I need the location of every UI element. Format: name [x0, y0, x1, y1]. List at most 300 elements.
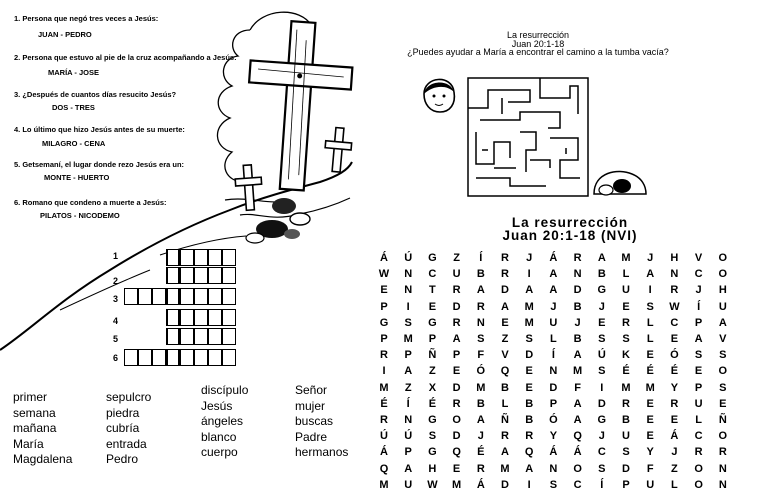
crossword-cell[interactable] — [180, 328, 194, 345]
wordsearch-letter[interactable]: G — [428, 252, 437, 264]
crossword-cell[interactable] — [208, 349, 222, 366]
wordsearch-letter[interactable]: D — [597, 397, 606, 410]
wordsearch-letter[interactable]: L — [550, 333, 557, 345]
word-bank-item: cuerpo — [201, 445, 238, 459]
wordsearch-letter[interactable]: W — [669, 300, 680, 313]
wordsearch-letter[interactable]: M — [573, 365, 583, 378]
wordsearch-letter[interactable]: B — [476, 397, 485, 410]
wordsearch-letter[interactable]: R — [694, 446, 703, 459]
wordsearch-letter[interactable]: R — [670, 284, 679, 297]
wordsearch-letter[interactable]: U — [718, 300, 727, 313]
wordsearch-letter[interactable]: S — [622, 333, 630, 345]
wordsearch-letter[interactable]: D — [549, 381, 558, 394]
wordsearch-letter[interactable]: D — [501, 478, 509, 491]
wordsearch-letter[interactable]: E — [646, 414, 654, 426]
wordsearch-letter[interactable]: P — [380, 300, 388, 313]
wordsearch-letter[interactable]: N — [404, 268, 413, 281]
wordsearch-letter[interactable]: D — [452, 430, 461, 443]
crossword-number-2: 2 — [113, 276, 119, 286]
wordsearch-letter[interactable]: O — [718, 268, 728, 281]
wordsearch-letter[interactable]: Á — [380, 446, 388, 459]
crossword-cell[interactable] — [180, 288, 194, 305]
wordsearch-letter[interactable]: A — [573, 397, 582, 410]
wordsearch-letter[interactable]: É — [477, 446, 485, 459]
wordsearch-letter[interactable]: E — [646, 349, 654, 362]
wordsearch-letter[interactable]: Q — [452, 446, 461, 459]
wordsearch-letter[interactable]: R — [622, 316, 630, 329]
wordsearch-letter[interactable]: A — [646, 268, 655, 281]
wordsearch-letter[interactable]: Ó — [476, 365, 486, 378]
crossword-cell[interactable] — [180, 349, 194, 366]
wordsearch-letter[interactable]: A — [573, 414, 582, 426]
wordsearch-letter[interactable]: S — [525, 333, 533, 345]
wordsearch-letter[interactable]: E — [428, 300, 437, 313]
wordsearch-letter[interactable]: R — [573, 252, 582, 264]
wordsearch-letter[interactable]: I — [648, 284, 652, 297]
wordsearch-letter[interactable]: A — [404, 462, 413, 475]
wordsearch-letter[interactable]: R — [718, 446, 727, 459]
wordsearch-letter[interactable]: J — [574, 316, 581, 329]
wordsearch-letter[interactable]: E — [719, 397, 727, 410]
wordsearch-letter[interactable]: G — [428, 414, 437, 426]
word-bank-item: blanco — [201, 429, 237, 444]
word-bank-column-2 — [106, 390, 151, 468]
wordsearch-letter[interactable]: G — [597, 284, 607, 297]
wordsearch-letter[interactable]: W — [427, 478, 438, 491]
wordsearch-letter[interactable]: Ú — [404, 430, 413, 443]
wordsearch-letter[interactable]: Í — [697, 300, 701, 313]
wordsearch-letter[interactable]: S — [549, 478, 558, 491]
wordsearch-letter[interactable]: R — [501, 252, 509, 264]
wordsearch-letter[interactable]: Ñ — [501, 414, 509, 426]
wordsearch-letter[interactable]: V — [501, 349, 509, 362]
wordsearch-letter[interactable]: Ú — [597, 349, 606, 362]
wordsearch-subtitle: Juan 20:1-18 (NVI) — [502, 228, 638, 243]
wordsearch-letter[interactable]: B — [573, 300, 582, 313]
wordsearch-letter[interactable]: I — [406, 300, 410, 313]
wordsearch-letter[interactable]: Z — [671, 462, 678, 475]
wordsearch-letter[interactable]: E — [646, 397, 654, 410]
crossword-cell[interactable] — [222, 267, 236, 284]
wordsearch-letter[interactable]: M — [645, 381, 655, 394]
word-bank-item: mujer — [295, 398, 326, 413]
wordsearch-letter[interactable]: U — [452, 268, 461, 281]
wordsearch-letter[interactable]: N — [404, 414, 413, 426]
wordsearch-letter[interactable]: R — [476, 300, 485, 313]
wordsearch-letter[interactable]: D — [501, 284, 509, 297]
wordsearch-letter[interactable]: M — [500, 462, 510, 475]
maze-illustration[interactable] — [410, 68, 650, 208]
wordsearch-letter[interactable]: R — [476, 462, 485, 475]
wordsearch-letter[interactable]: V — [719, 333, 727, 345]
wordsearch-letter[interactable]: D — [452, 300, 461, 313]
wordsearch-letter[interactable]: L — [646, 333, 654, 345]
word-bank-column-1 — [13, 390, 72, 468]
crossword-cell[interactable] — [180, 309, 194, 326]
wordsearch-letter[interactable]: S — [598, 333, 606, 345]
crossword-cell[interactable] — [222, 349, 236, 366]
crossword-cell[interactable] — [208, 328, 222, 345]
wordsearch-letter[interactable]: E — [694, 365, 703, 378]
crossword-cell[interactable] — [194, 328, 208, 345]
crossword-cell[interactable] — [166, 349, 180, 366]
wordsearch-letter[interactable]: R — [670, 397, 679, 410]
wordsearch-letter[interactable]: Z — [453, 252, 460, 264]
wordsearch-letter[interactable]: J — [671, 446, 678, 459]
wordsearch-letter[interactable]: M — [524, 300, 534, 313]
wordsearch-letter[interactable]: M — [621, 381, 631, 394]
question-2: 2. Persona que estuvo al pie de la cruz acompañando a Jesús: — [14, 53, 237, 62]
wordsearch-letter[interactable]: P — [694, 316, 703, 329]
wordsearch-letter[interactable]: Q — [573, 430, 582, 443]
crossword-cell[interactable] — [180, 249, 194, 266]
wordsearch-letter[interactable]: Q — [500, 365, 510, 378]
wordsearch-letter[interactable]: É — [428, 397, 437, 410]
wordsearch-letter[interactable]: Í — [479, 252, 483, 264]
wordsearch-letter[interactable]: N — [404, 284, 413, 297]
wordsearch-letter[interactable]: U — [646, 478, 655, 491]
wordsearch-letter[interactable]: A — [694, 333, 703, 345]
word-bank-item: Magdalena — [13, 452, 73, 466]
wordsearch-letter[interactable]: S — [622, 446, 630, 459]
wordsearch-letter[interactable]: P — [452, 349, 461, 362]
wordsearch-letter[interactable]: B — [525, 397, 534, 410]
wordsearch-letter[interactable]: H — [428, 462, 437, 475]
crossword-cell[interactable] — [180, 267, 194, 284]
wordsearch-letter[interactable]: A — [501, 446, 509, 459]
question-4: 4. Lo último que hizo Jesús antes de su muerte: — [14, 125, 185, 134]
crossword-cell[interactable] — [124, 288, 138, 305]
answer-3: DOS - TRES — [52, 103, 95, 112]
wordsearch-letter[interactable]: E — [622, 300, 630, 313]
wordsearch-letter[interactable]: T — [429, 284, 436, 297]
word-bank-item: piedra — [106, 405, 140, 420]
crossword-number-1: 1 — [113, 251, 119, 261]
wordsearch-letter[interactable]: B — [622, 414, 630, 426]
crossword-cell[interactable] — [222, 288, 236, 305]
wordsearch-letter[interactable]: B — [573, 333, 582, 345]
wordsearch-letter[interactable]: A — [549, 268, 558, 281]
wordsearch-letter[interactable]: I — [600, 381, 604, 394]
wordsearch-letter[interactable]: E — [501, 316, 509, 329]
wordsearch-letter[interactable]: É — [670, 365, 679, 378]
crossword-cell[interactable] — [166, 249, 180, 266]
wordsearch-letter[interactable]: Á — [380, 252, 388, 264]
wordsearch-letter[interactable]: Á — [549, 252, 558, 264]
word-bank-item: mañana — [13, 421, 57, 435]
wordsearch-letter[interactable]: É — [380, 397, 388, 410]
wordsearch-letter[interactable]: Y — [670, 381, 679, 394]
wordsearch-letter[interactable]: S — [598, 462, 606, 475]
crossword-number-3: 3 — [113, 294, 119, 304]
crossword-cell[interactable] — [222, 249, 236, 266]
wordsearch-letter[interactable]: E — [525, 365, 533, 378]
answer-2: MARÍA - JOSE — [48, 68, 99, 77]
wordsearch-letter[interactable]: G — [379, 316, 389, 329]
wordsearch-letter[interactable]: C — [694, 430, 703, 443]
crossword-cell[interactable] — [194, 288, 208, 305]
wordsearch-letter[interactable]: R — [501, 430, 509, 443]
wordsearch-letter[interactable]: A — [525, 462, 534, 475]
wordsearch-letter[interactable]: P — [622, 478, 630, 491]
wordsearch-letter[interactable]: N — [718, 478, 727, 491]
wordsearch-letter[interactable]: D — [525, 349, 534, 362]
question-6: 6. Romano que condeno a muerte a Jesús: — [14, 198, 167, 207]
crossword-cell[interactable] — [208, 288, 222, 305]
wordsearch-letter[interactable]: S — [646, 300, 654, 313]
crossword-cell[interactable] — [166, 328, 180, 345]
empty-tomb-icon — [594, 171, 646, 195]
wordsearch-letter[interactable]: H — [670, 252, 679, 264]
wordsearch-letter[interactable]: C — [573, 478, 582, 491]
wordsearch-letter[interactable]: P — [404, 446, 412, 459]
wordsearch-letter[interactable]: R — [452, 397, 461, 410]
wordsearch-letter[interactable]: S — [477, 333, 485, 345]
wordsearch-letter[interactable]: Ó — [549, 414, 558, 426]
wordsearch-letter[interactable]: S — [719, 381, 727, 394]
wordsearch-letter[interactable]: Z — [501, 333, 509, 345]
wordsearch-letter[interactable]: V — [694, 252, 703, 264]
crossword-cell[interactable] — [194, 249, 208, 266]
wordsearch-letter[interactable]: Z — [404, 381, 412, 394]
wordsearch-letter[interactable]: C — [670, 316, 679, 329]
crossword-cell[interactable] — [124, 349, 138, 366]
wordsearch-letter[interactable]: M — [476, 381, 486, 394]
wordsearch-letter[interactable]: N — [549, 365, 558, 378]
wordsearch-letter[interactable]: S — [598, 365, 606, 378]
wordsearch-letter[interactable]: P — [380, 333, 388, 345]
wordsearch-letter[interactable]: Q — [379, 462, 389, 475]
crossword-number-6: 6 — [113, 353, 119, 363]
wordsearch-letter[interactable]: B — [597, 268, 606, 281]
wordsearch-letter[interactable]: S — [404, 316, 412, 329]
wordsearch-letter[interactable]: E — [380, 284, 388, 297]
wordsearch-letter[interactable]: K — [622, 349, 630, 362]
wordsearch-letter[interactable]: N — [670, 268, 679, 281]
word-bank-item: cubría — [106, 421, 140, 435]
answer-5: MONTE - HUERTO — [44, 173, 110, 182]
wordsearch-letter[interactable]: É — [622, 365, 630, 378]
wordsearch-letter[interactable]: G — [428, 446, 437, 459]
wordsearch-letter[interactable]: Í — [600, 478, 604, 491]
wordsearch-letter[interactable]: A — [597, 252, 606, 264]
wordsearch-letter[interactable]: C — [597, 446, 606, 459]
question-3: 3. ¿Después de cuantos días resucito Jesús? — [14, 90, 177, 99]
crossword-cell[interactable] — [208, 267, 222, 284]
wordsearch-letter[interactable]: L — [622, 268, 630, 281]
wordsearch-letter[interactable]: Ñ — [718, 414, 727, 426]
wordsearch-letter[interactable]: Y — [549, 430, 558, 443]
wordsearch-letter[interactable]: S — [694, 349, 703, 362]
crossword-cell[interactable] — [138, 288, 152, 305]
wordsearch-letter[interactable]: F — [646, 462, 654, 475]
wordsearch-letter[interactable]: A — [476, 284, 485, 297]
wordsearch-letter[interactable]: R — [501, 268, 509, 281]
crossword-cell[interactable] — [194, 267, 208, 284]
word-bank-item: entrada — [106, 436, 147, 451]
wordsearch-letter[interactable]: E — [452, 462, 461, 475]
wordsearch-letter[interactable]: R — [380, 414, 388, 426]
word-bank-item: María — [13, 436, 44, 451]
wordsearch-letter[interactable]: M — [403, 333, 413, 345]
crossword-cell[interactable] — [222, 328, 236, 345]
wordsearch-letter[interactable]: R — [380, 349, 388, 362]
wordsearch-letter[interactable]: P — [428, 333, 437, 345]
wordsearch-letter[interactable]: F — [477, 349, 485, 362]
wordsearch-letter[interactable]: Ú — [380, 430, 388, 443]
wordsearch-letter[interactable]: J — [526, 252, 533, 264]
wordsearch-letter[interactable]: B — [501, 381, 509, 394]
wordsearch-letter[interactable]: L — [695, 414, 702, 426]
wordsearch-letter[interactable]: O — [573, 462, 582, 475]
wordsearch-letter[interactable]: D — [622, 462, 630, 475]
crossword-cell[interactable] — [138, 349, 152, 366]
wordsearch-letter[interactable]: J — [695, 284, 702, 297]
wordsearch-letter[interactable]: A — [501, 300, 509, 313]
word-bank-item: ángeles — [201, 414, 244, 428]
word-bank-item: Padre — [295, 429, 328, 444]
wordsearch-letter[interactable]: L — [671, 478, 678, 491]
crossword-cell[interactable] — [166, 309, 180, 326]
wordsearch-letter[interactable]: A — [718, 316, 727, 329]
wordsearch-letter[interactable]: O — [694, 478, 703, 491]
wordsearch-letter[interactable]: C — [694, 268, 703, 281]
wordsearch-letter[interactable]: J — [550, 300, 557, 313]
wordsearch-letter[interactable]: P — [694, 381, 703, 394]
wordsearch-letter[interactable]: U — [549, 316, 558, 329]
crossword-cell[interactable] — [194, 349, 208, 366]
wordsearch-letter[interactable]: Á — [670, 430, 679, 443]
wordsearch-letter[interactable]: X — [428, 381, 437, 394]
wordsearch-letter[interactable]: E — [646, 430, 654, 443]
wordsearch-letter[interactable]: O — [452, 414, 461, 426]
wordsearch-letter[interactable]: R — [525, 430, 534, 443]
wordsearch-letter[interactable]: L — [646, 316, 654, 329]
wordsearch-letter[interactable]: Á — [476, 478, 485, 491]
wordsearch-letter[interactable]: O — [718, 430, 728, 443]
wordsearch-letter[interactable]: U — [404, 478, 413, 491]
wordsearch-letter[interactable]: O — [694, 462, 703, 475]
wordsearch-letter[interactable]: C — [428, 268, 437, 281]
wordsearch-letter[interactable]: E — [670, 414, 679, 426]
crossword-cell[interactable] — [222, 309, 236, 326]
wordsearch-letter[interactable]: P — [549, 397, 558, 410]
wordsearch-letter[interactable]: G — [597, 414, 607, 426]
wordsearch-letter[interactable]: Ñ — [428, 349, 437, 362]
word-bank-item: Pedro — [106, 452, 139, 466]
wordsearch-letter[interactable]: O — [718, 365, 728, 378]
wordsearch-letter[interactable]: A — [573, 349, 582, 362]
wordsearch-letter[interactable]: Á — [573, 446, 582, 459]
wordsearch-letter[interactable]: R — [622, 397, 630, 410]
wordsearch-letter[interactable]: E — [525, 381, 533, 394]
wordsearch-letter[interactable]: D — [573, 284, 582, 297]
wordsearch-letter[interactable]: J — [598, 430, 605, 443]
crossword-cell[interactable] — [166, 288, 180, 305]
wordsearch-letter[interactable]: E — [452, 365, 461, 378]
wordsearch-letter[interactable]: Ú — [404, 252, 413, 264]
wordsearch-letter[interactable]: U — [622, 284, 630, 297]
answer-1: JUAN - PEDRO — [38, 30, 92, 39]
wordsearch-letter[interactable]: M — [524, 316, 534, 329]
wordsearch-letter[interactable]: U — [622, 430, 630, 443]
wordsearch-letter[interactable]: M — [379, 381, 389, 394]
word-bank-item: sepulcro — [106, 390, 152, 404]
wordsearch-letter[interactable]: A — [452, 333, 461, 345]
wordsearch-letter[interactable]: U — [694, 397, 703, 410]
wordsearch-letter[interactable]: B — [525, 414, 534, 426]
wordsearch-title: La resurrección — [511, 215, 629, 230]
wordsearch-letter[interactable]: N — [549, 462, 558, 475]
wordsearch-letter[interactable]: R — [452, 284, 461, 297]
wordsearch-letter[interactable]: N — [476, 316, 485, 329]
crossword-cell[interactable] — [208, 309, 222, 326]
crossword-cell[interactable] — [166, 267, 180, 284]
wordsearch-letter[interactable]: Á — [549, 446, 558, 459]
wordsearch-letter[interactable]: A — [549, 284, 558, 297]
word-bank-column-3 — [201, 383, 248, 461]
wordsearch-letter[interactable]: I — [527, 268, 531, 281]
word-bank-item: buscas — [295, 414, 334, 428]
wordsearch-letter[interactable]: M — [452, 478, 462, 491]
wordsearch-letter[interactable]: N — [573, 268, 582, 281]
wordsearch-letter[interactable]: Í — [551, 349, 555, 362]
wordsearch-letter[interactable]: J — [477, 430, 484, 443]
wordsearch-letter[interactable]: E — [598, 316, 606, 329]
wordsearch-letter[interactable]: M — [379, 478, 389, 491]
wordsearch-letter[interactable]: Ó — [670, 349, 679, 362]
wordsearch-letter[interactable]: J — [647, 252, 654, 264]
wordsearch-letter[interactable]: J — [598, 300, 605, 313]
wordsearch-letter[interactable]: M — [621, 252, 631, 264]
maria-face-icon — [424, 79, 454, 112]
crossword-cell[interactable] — [208, 249, 222, 266]
wordsearch-letter[interactable]: W — [378, 268, 390, 281]
wordsearch-letter[interactable]: Y — [646, 446, 654, 459]
crossword-cell[interactable] — [152, 349, 166, 366]
wordsearch-letter[interactable]: A — [525, 284, 534, 297]
wordsearch-letter[interactable]: I — [527, 478, 531, 491]
question-1: 1. Persona que negó tres veces a Jesús: — [14, 14, 159, 23]
word-bank-item: Jesús — [201, 398, 233, 413]
crossword-number-5: 5 — [113, 334, 119, 344]
wordsearch-letter[interactable]: A — [476, 414, 485, 426]
wordsearch-letter[interactable]: D — [452, 381, 461, 394]
crossword-cell[interactable] — [152, 288, 166, 305]
wordsearch-letter[interactable]: A — [404, 365, 413, 378]
crossword-number-4: 4 — [113, 316, 119, 326]
wordsearch-letter[interactable]: S — [719, 349, 727, 362]
wordsearch-letter[interactable]: N — [718, 462, 727, 475]
wordsearch-letter[interactable]: I — [382, 365, 386, 378]
wordsearch-letter[interactable]: R — [452, 316, 461, 329]
crossword-cell[interactable] — [194, 309, 208, 326]
wordsearch-letter[interactable]: F — [574, 381, 581, 394]
maze-reference: Juan 20:1-18 — [511, 39, 565, 49]
wordsearch-letter[interactable]: É — [646, 365, 654, 378]
wordsearch-letter[interactable]: H — [718, 284, 727, 297]
wordsearch-letter[interactable]: G — [428, 316, 437, 329]
wordsearch-letter[interactable]: B — [476, 268, 485, 281]
wordsearch-letter[interactable]: Í — [406, 397, 410, 410]
wordsearch-letter[interactable]: Z — [429, 365, 436, 378]
wordsearch-letter[interactable]: P — [404, 349, 412, 362]
wordsearch-letter[interactable]: E — [670, 333, 679, 345]
wordsearch-letter[interactable]: Q — [524, 446, 534, 459]
wordsearch-letter[interactable]: O — [718, 252, 728, 264]
wordsearch-letter[interactable]: L — [501, 397, 509, 410]
wordsearch-letter[interactable]: S — [428, 430, 437, 443]
